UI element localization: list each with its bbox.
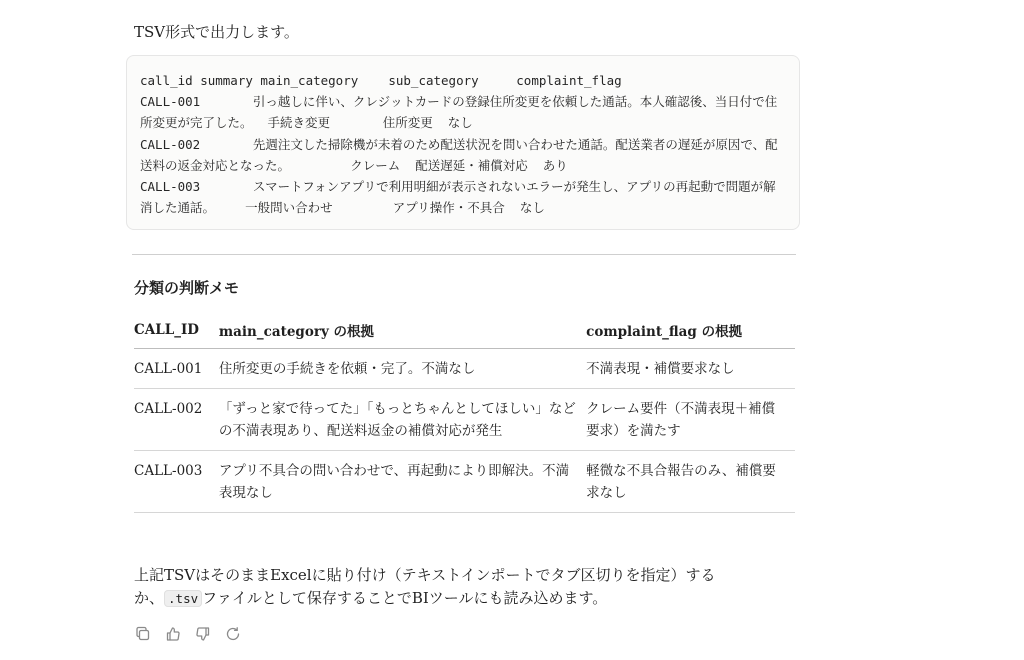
code-line-call-001: CALL-001 引っ越しに伴い、クレジットカードの登録住所変更を依頼した通話。本人確認後、当日付で住所変更が完了した。 手続き変更 住所変更 なし <box>140 94 778 131</box>
cell-main-category-reason: アプリ不具合の問い合わせで、再起動により即解決。不満表現なし <box>219 450 586 512</box>
table-row <box>134 450 795 512</box>
cell-complaint-flag-reason: クレーム要件（不満表現＋補償要求）を満たす <box>586 388 795 450</box>
regenerate-button[interactable] <box>224 625 242 643</box>
outro-text <box>134 564 734 610</box>
memo-heading: 分類の判断メモ <box>134 279 240 297</box>
cell-complaint-flag-reason: 不満表現・補償要求なし <box>586 349 795 389</box>
cell-call-id: CALL-002 <box>134 388 219 450</box>
tsv-code-block[interactable] <box>126 55 800 230</box>
code-line-header: call_id summary main_category sub_category complaint_flag <box>140 73 622 88</box>
intro-text: TSV形式で出力します。 <box>134 23 299 41</box>
cell-main-category-reason: 「ずっと家で待ってた」「もっとちゃんとしてほしい」などの不満表現あり、配送料返金の補償対応が発生 <box>219 388 586 450</box>
cell-call-id: CALL-001 <box>134 349 219 389</box>
code-line-call-002: CALL-002 先週注文した掃除機が未着のため配送状況を問い合わせた通話。配送業者の遅延が原因で、配送料の返金対応となった。 クレーム 配送遅延・補償対応 あり <box>140 136 778 173</box>
message-actions <box>134 625 242 643</box>
cell-complaint-flag-reason: 軽微な不具合報告のみ、補償要求なし <box>586 450 795 512</box>
header-main-category: main_category の根拠 <box>219 312 586 349</box>
thumbs-down-icon <box>195 626 211 642</box>
thumbs-down-button[interactable] <box>194 625 212 643</box>
outro-text-after: ファイルとして保存することでBIツールにも読み込めます。 <box>202 589 608 607</box>
table-row <box>134 349 795 389</box>
regenerate-icon <box>225 626 241 642</box>
code-line-call-003: CALL-003 スマートフォンアプリで利用明細が表示されないエラーが発生し、アプリの再起動で問題が解消した通話。 一般問い合わせ アプリ操作・不具合 なし <box>140 179 776 216</box>
thumbs-up-icon <box>165 626 181 642</box>
table-header-row <box>134 312 795 349</box>
header-call-id: CALL_ID <box>134 312 219 349</box>
classification-memo-table <box>134 312 795 513</box>
thumbs-up-button[interactable] <box>164 625 182 643</box>
table-row <box>134 388 795 450</box>
copy-button[interactable] <box>134 625 152 643</box>
section-divider <box>132 254 796 255</box>
header-complaint-flag: complaint_flag の根拠 <box>586 312 795 349</box>
outro-text-before: 上記TSVはそのままExcelに貼り付け（テキストインポートでタブ区切りを指定）するか、 <box>134 566 716 607</box>
copy-icon <box>135 626 151 642</box>
cell-main-category-reason: 住所変更の手続きを依頼・完了。不満なし <box>219 349 586 389</box>
cell-call-id: CALL-003 <box>134 450 219 512</box>
inline-code-tsv: .tsv <box>164 590 202 607</box>
